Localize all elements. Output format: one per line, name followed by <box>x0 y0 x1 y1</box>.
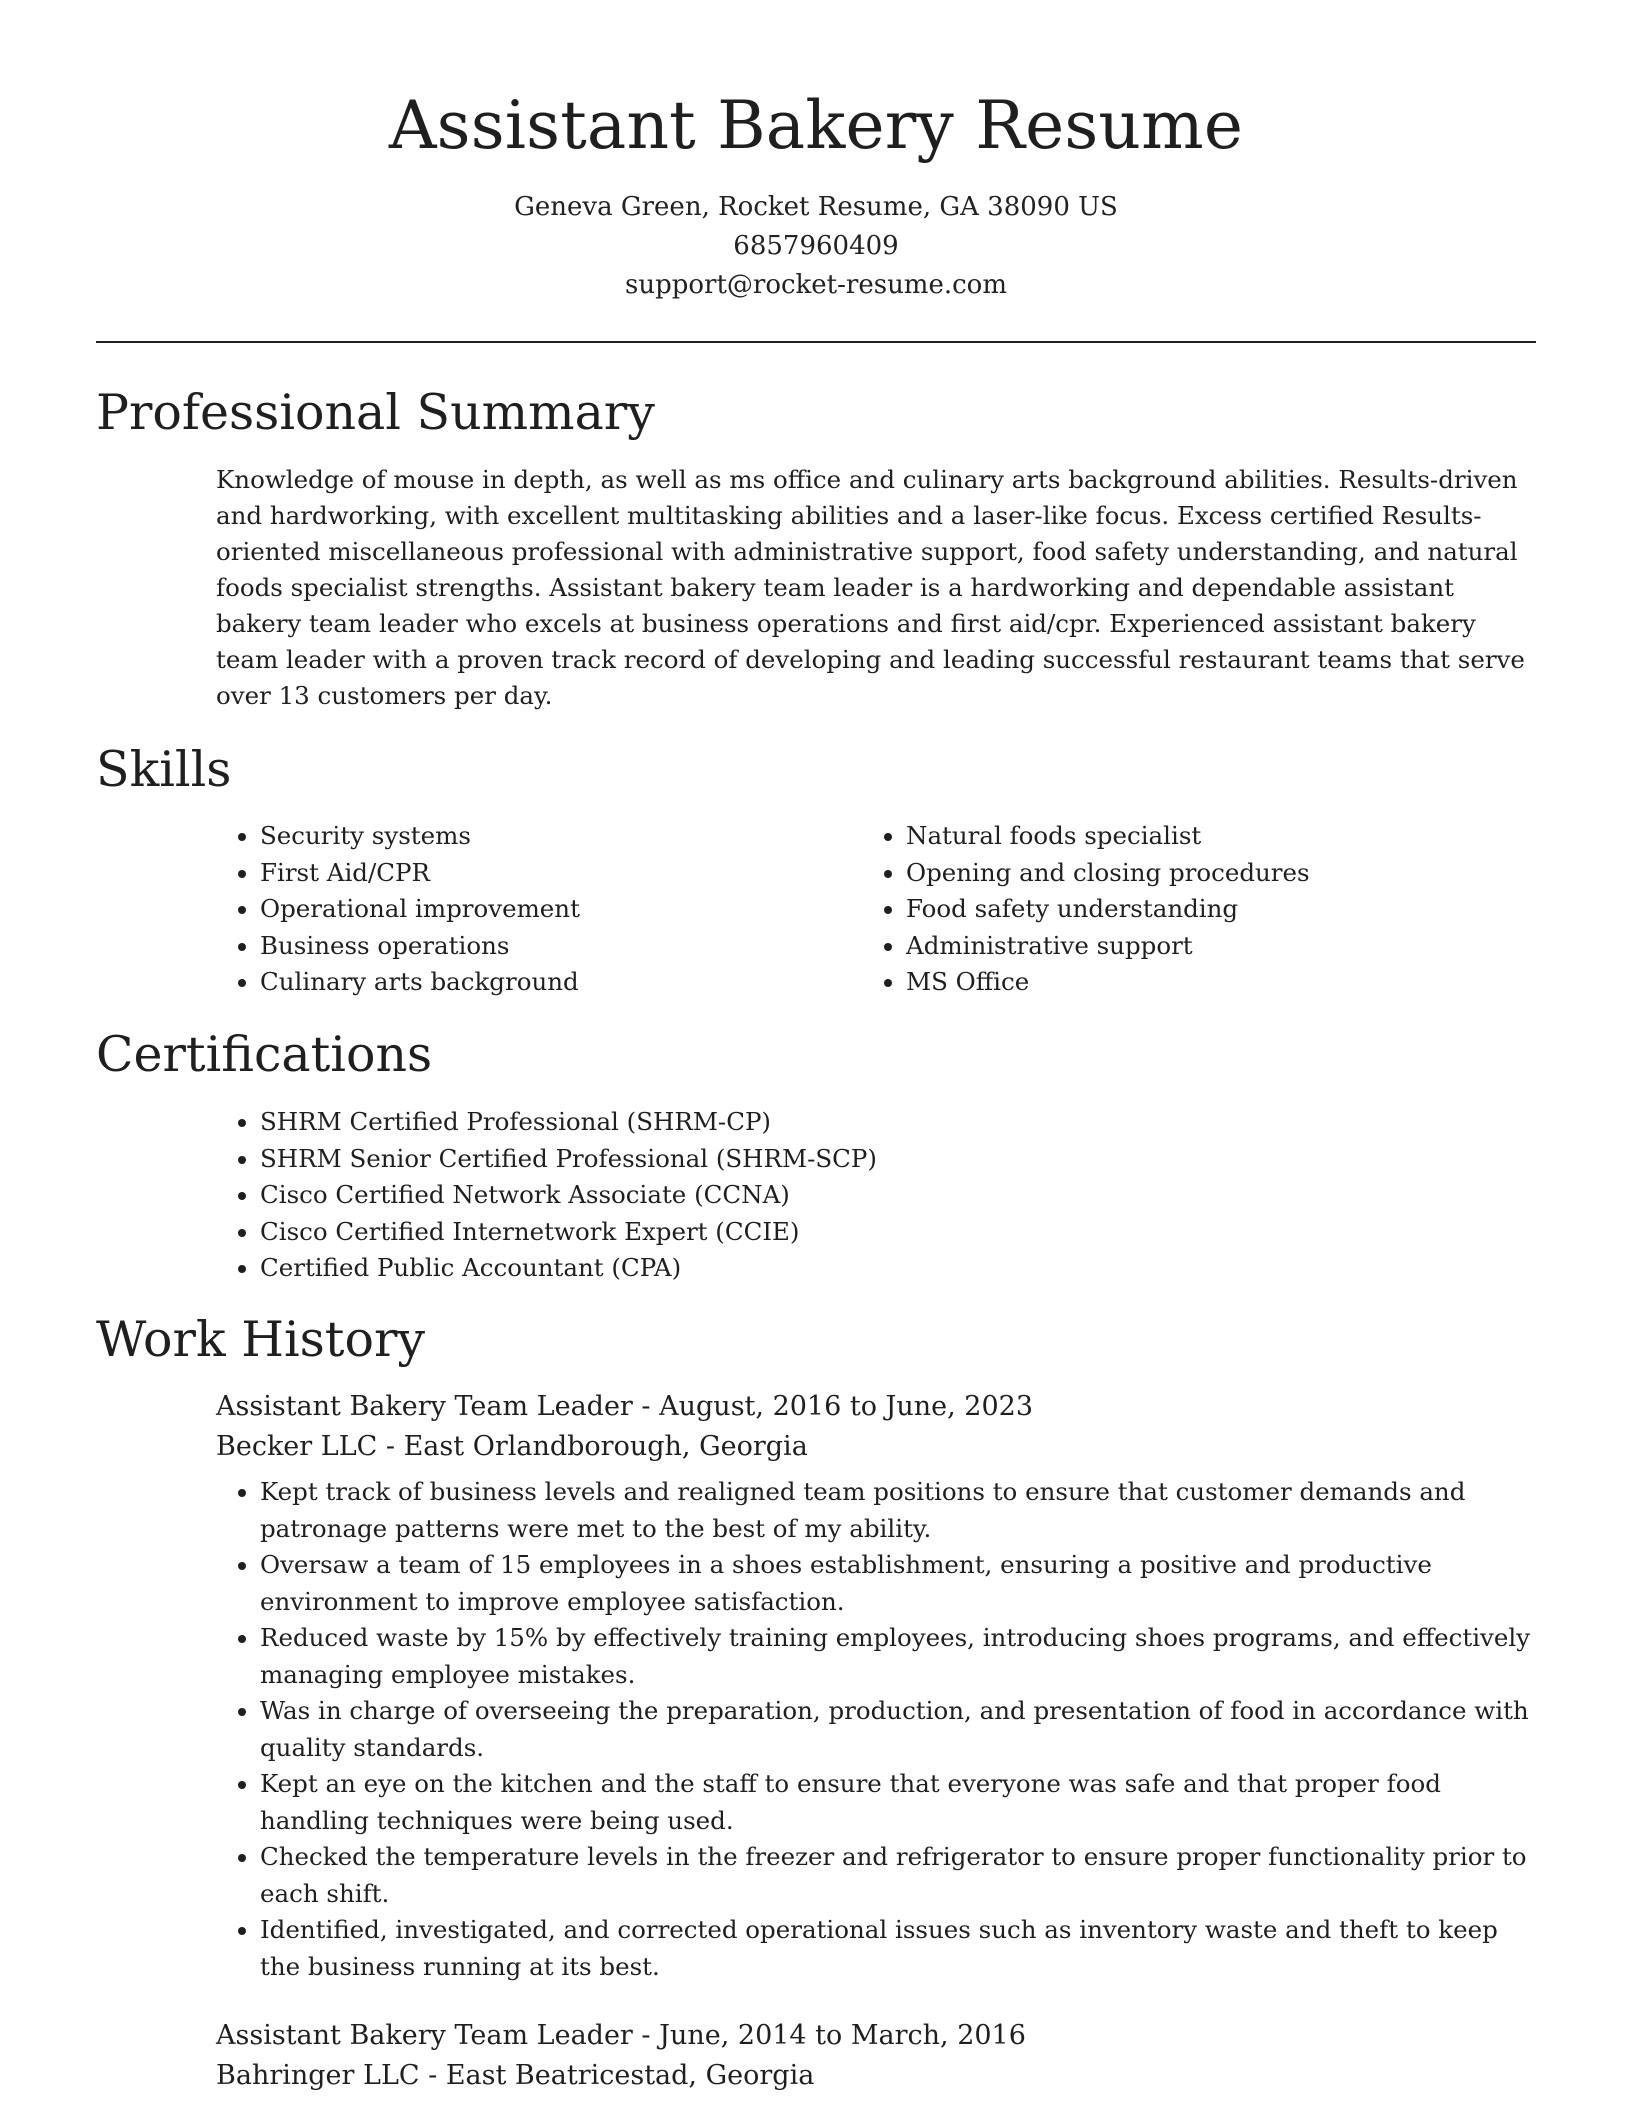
separator: - <box>419 2060 446 2091</box>
certifications-heading: Certifications <box>96 1026 433 1083</box>
job-company-line <box>216 2056 814 2096</box>
skills-heading: Skills <box>96 741 232 798</box>
certification-item: • Certified Public Accountant (CPA) <box>260 1250 1460 1287</box>
certification-item: • SHRM Senior Certified Professional (SHRM-SCP) <box>260 1141 1460 1178</box>
job-title-line <box>216 1387 1033 1427</box>
duty-item: • Checked the temperature levels in the freezer and refrigerator to ensure proper functionality prior to each shift. <box>260 1839 1536 1912</box>
summary-text: Knowledge of mouse in depth, as well as ms office and culinary arts background abilities. Results-driven and hardworking, with excellent multitasking abilities and a laser-like focus. Excess certified Results-oriented miscellaneous professional with administrative support, food safety understanding, and natural foods specialist strengths. Assistant bakery team leader is a hardworking and dependable assistant bakery team leader who excels at business operations and first aid/cpr. Experienced assistant bakery team leader with a proven track record of developing and leading successful restaurant teams that serve over 13 customers per day. <box>216 465 1525 710</box>
duty-item: • Oversaw a team of 15 employees in a shoes establishment, ensuring a positive and productive environment to improve employee satisfaction. <box>260 1547 1536 1620</box>
summary-heading: Professional Summary <box>96 384 655 441</box>
job-title-line <box>216 2016 1026 2056</box>
skill-item: • Administrative support <box>906 928 1546 965</box>
skill-item: • Security systems <box>260 818 860 855</box>
job-company: Bahringer LLC <box>216 2060 420 2091</box>
work-history-heading: Work History <box>96 1311 426 1368</box>
page-title: Assistant Bakery Resume <box>388 87 1244 164</box>
skill-item: • Culinary arts background <box>260 964 860 1001</box>
separator: - <box>632 1391 660 1422</box>
duty-item: • Kept track of business levels and realigned team positions to ensure that customer demands and patronage patterns were met to the best of my ability. <box>260 1474 1536 1547</box>
job-dates: August, 2016 to June, 2023 <box>659 1391 1034 1422</box>
contact-phone: 6857960409 <box>733 231 899 261</box>
job-company-line <box>216 1427 808 1467</box>
certification-item: • SHRM Certified Professional (SHRM-CP) <box>260 1104 1460 1141</box>
duty-item: • Reduced waste by 15% by effectively training employees, introducing shoes programs, and effectively managing employee mistakes. <box>260 1620 1536 1693</box>
skill-item: • Business operations <box>260 928 860 965</box>
job-title: Assistant Bakery Team Leader <box>216 2020 633 2051</box>
duty-item: • Kept an eye on the kitchen and the staff to ensure that everyone was safe and that proper food handling techniques were being used. <box>260 1766 1536 1839</box>
skill-item: • Natural foods specialist <box>906 818 1546 855</box>
certifications-list <box>216 1104 1460 1287</box>
contact-address: Geneva Green, Rocket Resume, GA 38090 US <box>514 192 1118 222</box>
job-location: East Orlandborough, Georgia <box>403 1431 808 1462</box>
job-title: Assistant Bakery Team Leader <box>216 1391 633 1422</box>
contact-email: support@rocket-resume.com <box>624 270 1007 300</box>
skill-item: • Food safety understanding <box>906 891 1546 928</box>
skills-list-right <box>862 818 1546 1001</box>
header-divider <box>96 341 1536 343</box>
duty-item: • Identified, investigated, and corrected operational issues such as inventory waste and theft to keep the business running at its best. <box>260 1912 1536 1985</box>
contact-info <box>0 188 1632 305</box>
skill-item: • Opening and closing procedures <box>906 855 1546 892</box>
job-duties-list <box>216 1474 1536 1985</box>
job-dates: June, 2014 to March, 2016 <box>659 2020 1026 2051</box>
skill-item: • First Aid/CPR <box>260 855 860 892</box>
job-location: East Beatricestad, Georgia <box>445 2060 815 2091</box>
skill-item: • MS Office <box>906 964 1546 1001</box>
certification-item: • Cisco Certified Network Associate (CCNA) <box>260 1177 1460 1214</box>
separator: - <box>632 2020 660 2051</box>
separator: - <box>377 1431 404 1462</box>
resume-header <box>0 78 1632 305</box>
duty-item: • Was in charge of overseeing the preparation, production, and presentation of food in accordance with quality standards. <box>260 1693 1536 1766</box>
skill-item: • Operational improvement <box>260 891 860 928</box>
job-company: Becker LLC <box>216 1431 378 1462</box>
certification-item: • Cisco Certified Internetwork Expert (CCIE) <box>260 1214 1460 1251</box>
skills-list-left <box>216 818 860 1001</box>
